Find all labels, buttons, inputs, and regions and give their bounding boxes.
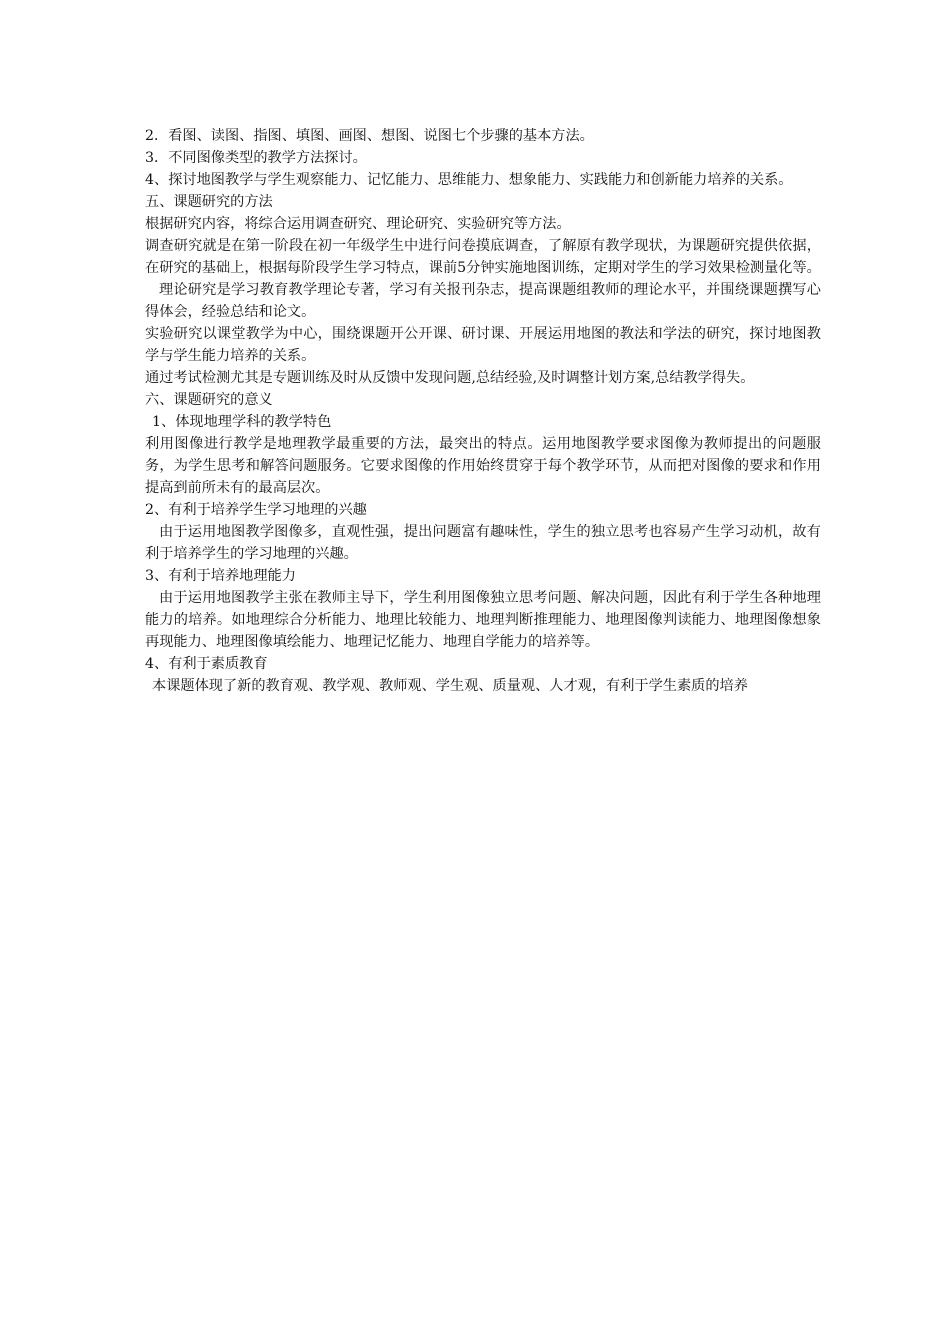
section-heading-significance: 六、课题研究的意义 (145, 392, 273, 408)
paragraph-ability: 由于运用地图教学主张在教师主导下，学生利用图像独立思考问题、解决问题，因此有利于学生各种地理能力的培养。如地理综合分析能力、地理比较能力、地理判断推理能力、地理图像判读能力、地理图像想象再现能力、地理图像填绘能力、地理记忆能力、地理自学能力的培养等。 (145, 590, 821, 650)
list-item-steps: 2．看图、读图、指图、填图、画图、想图、说图七个步骤的基本方法。 (145, 128, 594, 144)
document-page (145, 125, 821, 697)
paragraph-quality-education: 本课题体现了新的教育观、教学观、教师观、学生观、质量观、人才观，有利于学生素质的培养 (152, 678, 748, 694)
paragraph-theory-research: 理论研究是学习教育教学理论专著，学习有关报刊杂志，提高课题组教师的理论水平，并围绕课题撰写心得体会，经验总结和论文。 (145, 282, 821, 320)
subheading-quality-education: 4、有利于素质教育 (145, 656, 268, 672)
paragraph-experiment-research: 实验研究以课堂教学为中心，围绕课题开公开课、研讨课、开展运用地图的教法和学法的研究，探讨地图教学与学生能力培养的关系。 (145, 326, 821, 364)
list-item-image-types: 3．不同图像类型的教学方法探讨。 (145, 150, 367, 166)
list-item-abilities: 4、探讨地图教学与学生观察能力、记忆能力、思维能力、想象能力、实践能力和创新能力培养的关系。 (145, 172, 793, 188)
paragraph-survey-research: 调查研究就是在第一阶段在初一年级学生中进行问卷摸底调查，了解原有教学现状，为课题研究提供依据，在研究的基础上，根据每阶段学生学习特点，课前5分钟实施地图训练，定期对学生的学习效果检测量化等。 (145, 238, 821, 276)
paragraph-methods-intro: 根据研究内容，将综合运用调查研究、理论研究、实验研究等方法。 (145, 216, 571, 232)
subheading-interest: 2、有利于培养学生学习地理的兴趣 (145, 502, 367, 518)
section-heading-methods: 五、课题研究的方法 (145, 194, 273, 210)
paragraph-exam-feedback: 通过考试检测尤其是专题训练及时从反馈中发现问题,总结经验,及时调整计划方案,总结教学得失。 (145, 370, 755, 386)
paragraph-teaching-feature: 利用图像进行教学是地理教学最重要的方法，最突出的特点。运用地图教学要求图像为教师提出的问题服务，为学生思考和解答问题服务。它要求图像的作用始终贯穿于每个教学环节，从而把对图像的要求和作用提高到前所未有的最高层次。 (145, 436, 821, 496)
paragraph-interest: 由于运用地图教学图像多，直观性强，提出问题富有趣味性，学生的独立思考也容易产生学习动机，故有利于培养学生的学习地理的兴趣。 (145, 524, 821, 562)
subheading-ability: 3、有利于培养地理能力 (145, 568, 296, 584)
subheading-teaching-feature: 1、体现地理学科的教学特色 (152, 414, 332, 430)
